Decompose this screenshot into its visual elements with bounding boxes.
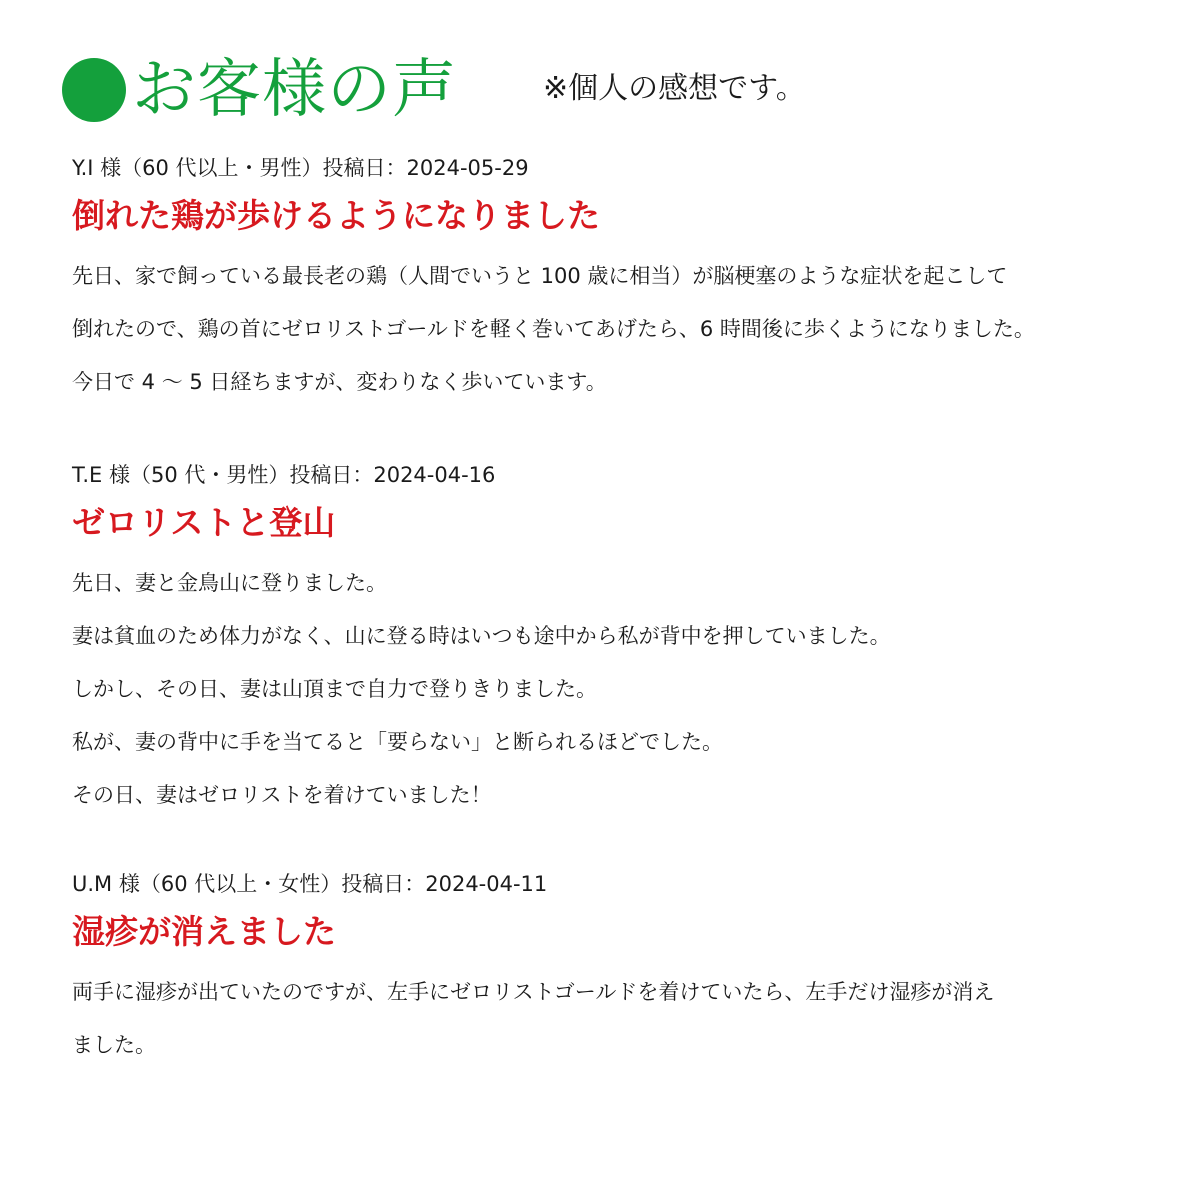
testimonial-line: 先日、家で飼っている最長老の鶏（人間でいうと 100 歳に相当）が脳梗塞のような症状を起こして	[72, 264, 1008, 288]
testimonial-body	[72, 966, 1151, 1072]
testimonial-headline: ゼロリストと登山	[72, 503, 336, 542]
testimonial-1	[72, 156, 1151, 409]
disclaimer-note: ※個人の感想です。	[543, 71, 806, 106]
bullet-dot-icon	[62, 58, 126, 122]
testimonial-line: 今日で 4 ～ 5 日経ちますが、変わりなく歩いています。	[72, 370, 607, 394]
testimonial-headline: 湿疹が消えました	[72, 912, 336, 951]
testimonial-2	[72, 463, 1151, 822]
testimonial-line: その日、妻はゼロリストを着けていました！	[72, 783, 492, 807]
testimonial-meta: U.M 様（60 代以上・女性）投稿日：2024-04-11	[72, 872, 548, 896]
testimonial-line: 私が、妻の背中に手を当てると「要らない」と断られるほどでした。	[72, 730, 723, 754]
testimonial-meta: Y.I 様（60 代以上・男性）投稿日：2024-05-29	[72, 156, 529, 180]
testimonial-line: ました。	[72, 1033, 156, 1057]
testimonial-headline: 倒れた鶏が歩けるようになりました	[72, 196, 600, 235]
testimonial-body	[72, 557, 1151, 822]
page-header	[62, 50, 457, 130]
testimonial-line: 妻は貧血のため体力がなく、山に登る時はいつも途中から私が背中を押していました。	[72, 624, 891, 648]
testimonial-line: 倒れたので、鶏の首にゼロリストゴールドを軽く巻いてあげたら、6 時間後に歩くようになりました。	[72, 317, 1035, 341]
testimonial-line: 先日、妻と金鳥山に登りました。	[72, 571, 387, 595]
testimonial-body	[72, 250, 1151, 409]
page-title: お客様の声	[132, 53, 457, 127]
testimonial-line: しかし、その日、妻は山頂まで自力で登りきりました。	[72, 677, 597, 701]
testimonial-meta: T.E 様（50 代・男性）投稿日：2024-04-16	[72, 463, 496, 487]
testimonial-3	[72, 872, 1151, 1072]
testimonial-line: 両手に湿疹が出ていたのですが、左手にゼロリストゴールドを着けていたら、左手だけ湿疹が消え	[72, 980, 995, 1004]
